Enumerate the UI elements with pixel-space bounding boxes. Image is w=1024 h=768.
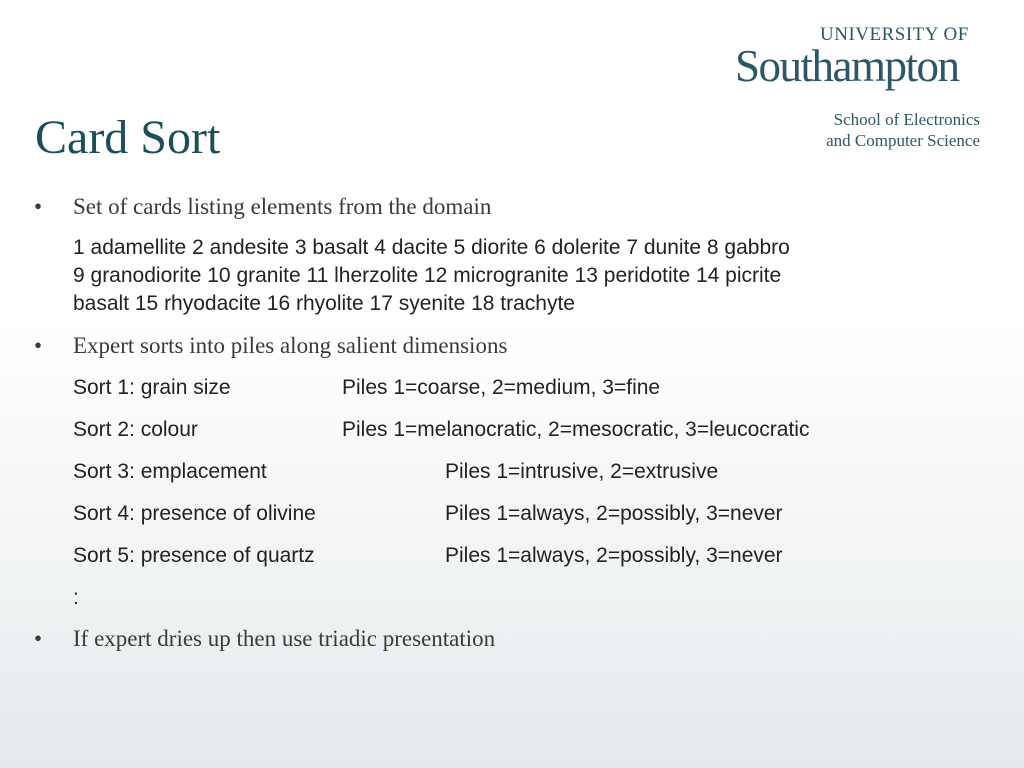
bullet-text: If expert dries up then use triadic presentation — [73, 626, 496, 651]
sort-piles: Piles 1=melanocratic, 2=mesocratic, 3=leucocratic — [342, 418, 810, 441]
bullet-icon: • — [34, 626, 43, 651]
sort-row — [73, 542, 783, 570]
sort-label: Sort 5: presence of quartz — [73, 544, 315, 567]
elements-line: basalt 15 rhyodacite 16 rhyolite 17 syenite 18 trachyte — [73, 292, 575, 315]
sort-row — [73, 416, 810, 444]
sort-label: Sort 2: colour — [73, 418, 198, 441]
slide-title: Card Sort — [35, 111, 221, 164]
elements-line: 1 adamellite 2 andesite 3 basalt 4 dacite 5 diorite 6 dolerite 7 dunite 8 gabbro — [73, 236, 790, 259]
sort-piles: Piles 1=always, 2=possibly, 3=never — [445, 502, 783, 525]
logo-school-line-2: and Computer Science — [826, 131, 980, 150]
bullet-text: Set of cards listing elements from the domain — [73, 194, 492, 219]
bullet-icon: • — [34, 333, 43, 358]
sort-label: Sort 3: emplacement — [73, 460, 267, 483]
logo-university-of: UNIVERSITY OF — [820, 24, 969, 45]
logo-school-line-1: School of Electronics — [833, 110, 980, 129]
logo-southampton: Southampton — [735, 41, 959, 91]
sort-piles: Piles 1=always, 2=possibly, 3=never — [445, 544, 783, 567]
sort-label: Sort 1: grain size — [73, 376, 231, 399]
sort-row — [73, 458, 719, 486]
sort-piles: Piles 1=coarse, 2=medium, 3=fine — [342, 376, 661, 399]
logo-school-name — [826, 109, 980, 151]
bullet-icon: • — [34, 194, 43, 219]
sort-row — [73, 374, 661, 402]
sort-row — [73, 500, 783, 528]
elements-line: 9 granodiorite 10 granite 11 lherzolite 12 microgranite 13 peridotite 14 picrite — [73, 264, 782, 287]
sort-piles: Piles 1=intrusive, 2=extrusive — [445, 460, 719, 483]
sort-label: Sort 4: presence of olivine — [73, 502, 316, 525]
bullet-text: Expert sorts into piles along salient dimensions — [73, 333, 508, 358]
continuation-mark: : — [73, 586, 79, 609]
